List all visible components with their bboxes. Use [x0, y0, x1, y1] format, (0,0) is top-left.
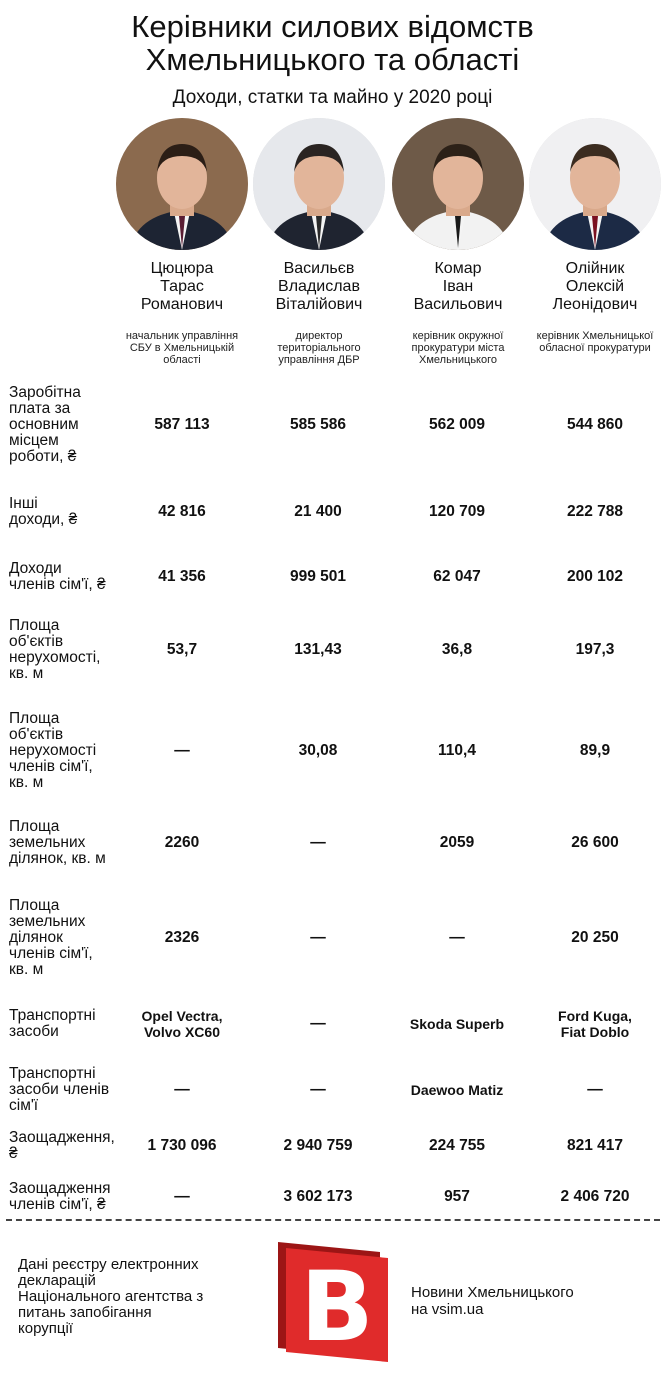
row-label-line: Площа — [9, 897, 60, 914]
row-label-line: Транспортні — [9, 1065, 96, 1082]
row-value-line: — — [174, 1081, 190, 1098]
person-role: начальник управління СБУ в Хмельницькій області — [125, 330, 239, 366]
row-value — [387, 569, 527, 585]
portrait-photo — [529, 118, 661, 250]
row-value — [112, 569, 252, 585]
person-name-part: Віталійович — [275, 296, 363, 313]
row-label-line: сім'ї — [9, 1097, 39, 1114]
row-value-line: — — [174, 742, 190, 759]
row-value — [387, 835, 527, 851]
row-value-line: Ford Kuga, — [558, 1008, 632, 1024]
row-value-line: 21 400 — [294, 503, 342, 520]
row-value — [525, 642, 665, 658]
row-value-line: 957 — [444, 1188, 470, 1205]
brand-line: Новини Хмельницького — [411, 1284, 574, 1301]
row-value — [112, 1189, 252, 1205]
row-value-line: 2059 — [439, 834, 475, 851]
title-line-1: Керівники силових відомств — [131, 9, 534, 44]
row-value — [525, 1138, 665, 1154]
row-label-line: Заощадження, — [9, 1129, 115, 1146]
row-value-line: — — [310, 1015, 326, 1032]
row-value-line: 36,8 — [441, 641, 473, 658]
row-value-line: — — [174, 1188, 190, 1205]
row-label-line: земельних — [9, 913, 86, 930]
brand-line: на vsim.ua — [411, 1301, 484, 1318]
row-label-line: Заощадження — [9, 1180, 111, 1197]
row-label-line: Площа — [9, 818, 60, 835]
row-value — [525, 1189, 665, 1205]
row-value — [248, 1138, 388, 1154]
row-value — [112, 504, 252, 520]
row-value-line: 3 602 173 — [283, 1188, 353, 1205]
portrait-icon — [116, 118, 248, 250]
source-note — [18, 1257, 263, 1337]
row-label-line: об'єктів — [9, 633, 64, 650]
person-name — [525, 260, 665, 314]
row-value-line: 587 113 — [154, 416, 210, 433]
row-label-line: ділянок, кв. м — [9, 850, 106, 867]
person-name — [249, 260, 389, 314]
row-label-line: земельних — [9, 834, 86, 851]
row-value — [387, 1016, 527, 1032]
row-label-line: нерухомості, — [9, 649, 101, 666]
row-label-line: плата за — [9, 400, 71, 417]
row-value-line: — — [449, 929, 465, 946]
row-label-line: об'єктів — [9, 726, 64, 743]
person-name-part: Цюцюра — [150, 260, 214, 277]
person-name — [112, 260, 252, 314]
row-label-line: Площа — [9, 710, 60, 727]
person-name-part: Васильєв — [283, 260, 355, 277]
row-label-line: кв. м — [9, 665, 44, 682]
row-label-line: Інші — [9, 495, 38, 512]
row-value — [525, 569, 665, 585]
row-value — [525, 835, 665, 851]
brand-note — [411, 1284, 651, 1318]
row-value-line: 544 860 — [566, 416, 624, 433]
page-title — [0, 10, 665, 76]
row-value-line: Daewoo Matiz — [410, 1082, 504, 1098]
row-label-line: роботи, ₴ — [9, 448, 77, 465]
row-value — [525, 417, 665, 433]
row-label-line: членів сім'ї, — [9, 758, 93, 775]
person-name — [388, 260, 528, 314]
row-value-line: 26 600 — [571, 834, 619, 851]
row-value-line: 131,43 — [294, 641, 342, 658]
row-label-line: ₴ — [9, 1145, 18, 1162]
person-name-part: Олійник — [565, 260, 625, 277]
row-value-line: — — [310, 1081, 326, 1098]
vsim-logo-icon — [276, 1238, 390, 1364]
row-value-line: 197,3 — [575, 641, 615, 658]
row-value — [525, 743, 665, 759]
source-line: Дані реєстру електронних — [18, 1256, 199, 1273]
person-column — [112, 118, 252, 366]
row-label-line: доходи, ₴ — [9, 511, 78, 528]
row-value — [248, 569, 388, 585]
logo-letter: B — [300, 1251, 374, 1363]
portrait-icon — [253, 118, 385, 250]
row-value — [387, 417, 527, 433]
person-name-part: Владислав — [278, 278, 360, 295]
row-value-line: 42 816 — [158, 503, 206, 520]
row-label-line: Площа — [9, 617, 60, 634]
title-line-2: Хмельницького та області — [145, 42, 520, 77]
source-line: декларацій — [18, 1272, 96, 1289]
row-label-line: ділянок — [9, 929, 63, 946]
row-value — [112, 642, 252, 658]
person-name-part: Олексій — [565, 278, 625, 295]
row-value — [387, 642, 527, 658]
vsim-logo — [276, 1238, 390, 1364]
row-value-line: 200 102 — [566, 568, 624, 585]
row-label-line: Доходи — [9, 560, 62, 577]
row-label-line: членів сім'ї, — [9, 945, 93, 962]
row-label-line: місцем — [9, 432, 59, 449]
row-value-line: 821 417 — [566, 1137, 624, 1154]
row-value-line: 2326 — [164, 929, 200, 946]
source-line: питань запобігання — [18, 1304, 152, 1321]
row-value — [248, 642, 388, 658]
row-value — [248, 930, 388, 946]
row-value-line: 62 047 — [433, 568, 481, 585]
row-value-line: 41 356 — [158, 568, 206, 585]
row-label-line: членів сім'ї, ₴ — [9, 1196, 106, 1213]
row-value — [112, 1082, 252, 1098]
row-label-line: засоби — [9, 1023, 59, 1040]
footer-divider — [6, 1219, 660, 1221]
row-value — [387, 1138, 527, 1154]
row-value — [525, 1008, 665, 1040]
person-name-part: Васильович — [413, 296, 503, 313]
portrait-icon — [392, 118, 524, 250]
row-value — [387, 504, 527, 520]
row-value-line: 20 250 — [571, 929, 619, 946]
row-value — [112, 417, 252, 433]
person-column — [525, 118, 665, 354]
row-value-line: — — [310, 929, 326, 946]
row-value — [112, 835, 252, 851]
row-value — [248, 835, 388, 851]
person-name-part: Леонідович — [552, 296, 638, 313]
person-name-part: Романович — [140, 296, 224, 313]
row-label-line: кв. м — [9, 774, 44, 791]
source-line: корупції — [18, 1320, 73, 1337]
row-value-line: 2260 — [164, 834, 200, 851]
row-value-line: Skoda Superb — [409, 1016, 505, 1032]
row-value — [525, 504, 665, 520]
row-value-line: 120 709 — [428, 503, 486, 520]
row-value-line: 224 755 — [428, 1137, 486, 1154]
row-label-line: основним — [9, 416, 79, 433]
row-value — [248, 1082, 388, 1098]
row-value — [248, 743, 388, 759]
row-value-line: — — [587, 1081, 603, 1098]
portrait-photo — [116, 118, 248, 250]
row-value — [112, 1138, 252, 1154]
row-value-line: Opel Vectra, — [141, 1008, 223, 1024]
person-role: керівник окружної прокуратури міста Хмельницького — [411, 330, 505, 366]
portrait-photo — [392, 118, 524, 250]
person-column — [388, 118, 528, 366]
person-name-part: Тарас — [160, 278, 204, 295]
row-value-line: 2 940 759 — [283, 1137, 353, 1154]
page-subtitle: Доходи, статки та майно у 2020 році — [172, 87, 493, 108]
person-name-part: Комар — [434, 260, 482, 277]
row-value-line: 110,4 — [438, 742, 476, 759]
row-value — [248, 504, 388, 520]
row-value — [112, 1008, 252, 1040]
row-value — [387, 1082, 527, 1098]
row-value — [525, 930, 665, 946]
row-label-line: кв. м — [9, 961, 44, 978]
row-value-line: 1 730 096 — [147, 1137, 217, 1154]
row-value-line: — — [310, 834, 326, 851]
source-line: Національного агентства з — [18, 1288, 204, 1305]
row-value — [248, 1189, 388, 1205]
row-label-line: Заробітна — [9, 384, 81, 401]
row-value — [248, 417, 388, 433]
row-value-line: 585 586 — [289, 416, 347, 433]
row-value-line: 999 501 — [289, 568, 347, 585]
row-label-line: Транспортні — [9, 1007, 96, 1024]
row-value-line: 222 788 — [566, 503, 624, 520]
row-value-line: 89,9 — [579, 742, 611, 759]
person-role: керівник Хмельницької обласної прокуратури — [536, 330, 654, 354]
row-value-line: 2 406 720 — [560, 1188, 630, 1205]
person-column — [249, 118, 389, 366]
row-label-line: нерухомості — [9, 742, 97, 759]
row-value — [112, 743, 252, 759]
portrait-icon — [529, 118, 661, 250]
row-value-line: Volvo XC60 — [144, 1024, 220, 1040]
row-value — [112, 930, 252, 946]
row-value-line: 562 009 — [428, 416, 486, 433]
portrait-photo — [253, 118, 385, 250]
row-value — [387, 743, 527, 759]
row-value — [387, 930, 527, 946]
row-value — [525, 1082, 665, 1098]
row-label-line: засоби членів — [9, 1081, 110, 1098]
row-value-line: 53,7 — [166, 641, 198, 658]
row-value-line: 30,08 — [298, 742, 338, 759]
row-label-line: членів сім'ї, ₴ — [9, 576, 106, 593]
row-value-line: Fiat Doblo — [560, 1024, 630, 1040]
row-value — [387, 1189, 527, 1205]
person-role: директор територіального управління ДБР — [277, 330, 361, 366]
person-name-part: Іван — [442, 278, 474, 295]
row-value — [248, 1016, 388, 1032]
